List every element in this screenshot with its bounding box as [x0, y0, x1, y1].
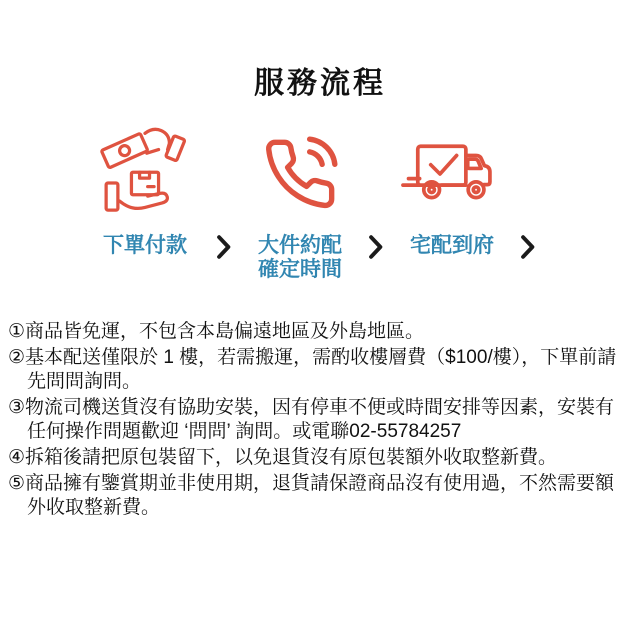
step-3-icon-cell — [401, 137, 503, 211]
step-2-icon-cell — [262, 136, 338, 212]
note-item-5 — [8, 472, 632, 520]
step-label-order-payment: 下單付款 — [103, 234, 187, 257]
chevron-right-icon — [520, 235, 536, 264]
note-item-3 — [8, 396, 632, 444]
step-1-icon-cell — [95, 127, 195, 221]
note-item-1 — [8, 320, 632, 344]
note-text: 物流司機送貨沒有協助安裝，因有停車不便或時間安排等因素，安裝有任何操作問題歡迎 ‘問問’ 詢問。或電聯02-55784257 — [25, 397, 615, 442]
delivery-truck-icon — [401, 137, 503, 211]
payment-hands-icon — [95, 127, 195, 221]
note-item-4 — [8, 446, 632, 470]
note-marker: ⑤ — [8, 473, 26, 494]
note-text: 基本配送僅限於 1 樓，若需搬運，需酌收樓層費（$100/樓），下單前請先問問詢問。 — [25, 347, 617, 392]
page-title: 服務流程 — [254, 67, 386, 100]
chevron-right-icon — [216, 235, 232, 264]
step-label-line-1: 大件約配 — [258, 234, 342, 257]
step-label-appointment-time — [258, 234, 342, 282]
chevron-right-icon — [368, 235, 384, 264]
note-marker: ③ — [8, 397, 26, 418]
step-label-line-2: 確定時間 — [258, 258, 342, 281]
note-marker: ② — [8, 347, 26, 368]
shipping-notes-list — [0, 320, 640, 520]
note-marker: ④ — [8, 447, 26, 468]
phone-call-icon — [262, 136, 338, 212]
note-text: 商品擁有鑒賞期並非使用期，退貨請保證商品沒有使用過，不然需要額外收取整新費。 — [25, 473, 615, 518]
note-text: 商品皆免運，不包含本島偏遠地區及外島地區。 — [25, 321, 425, 342]
step-label-home-delivery: 宅配到府 — [410, 234, 494, 257]
note-marker: ① — [8, 321, 26, 342]
note-item-2 — [8, 346, 632, 394]
note-text: 拆箱後請把原包裝留下，以免退貨沒有原包裝額外收取整新費。 — [25, 447, 558, 468]
service-flow-diagram — [0, 128, 640, 282]
